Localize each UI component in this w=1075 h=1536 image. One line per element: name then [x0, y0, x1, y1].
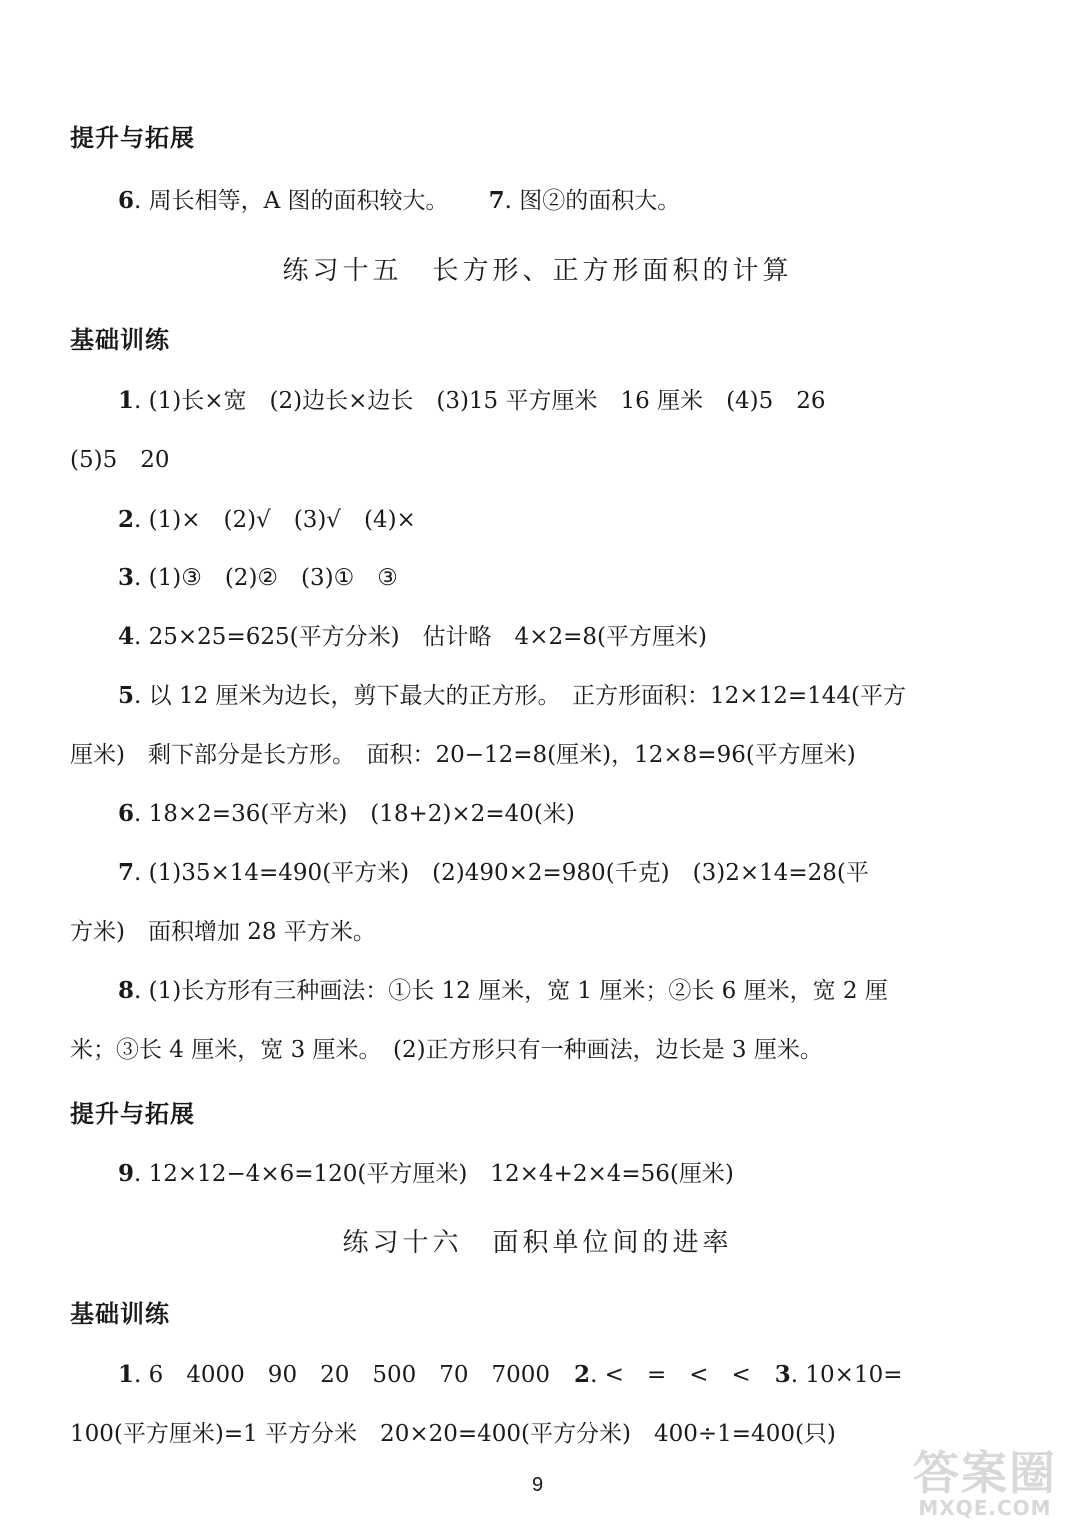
item-text: . 6 4000 90 20 500 70 7000 [134, 1362, 551, 1388]
watermark-url: MXQE.COM [918, 1496, 1052, 1520]
item-number: 3 [118, 564, 135, 591]
item-number: 2 [118, 506, 135, 533]
section-heading-basic-2: 基础训练 [70, 1300, 170, 1328]
page-number: 9 [531, 1474, 544, 1496]
item-number: 2 [574, 1361, 591, 1388]
answer-line-7-cont: 方米) 面积增加 28 平方米。 [70, 919, 376, 945]
answer-line-8 [118, 972, 888, 1005]
item-text: . 12×12−4×6=120(平方厘米) 12×4+2×4=56(厘米) [134, 1161, 734, 1187]
section-heading-advanced-2: 提升与拓展 [70, 1100, 195, 1128]
answer-line-2 [118, 501, 416, 534]
item-text: . 25×25=625(平方分米) 估计略 4×2=8(平方厘米) [134, 624, 707, 650]
item-text: . (1)③ (2)② (3)① ③ [134, 565, 398, 591]
item-text: . (1)长×宽 (2)边长×边长 (3)15 平方厘米 16 厘米 (4)5 26 [134, 388, 826, 414]
item-text: . 10×10= [790, 1362, 903, 1388]
item-number: 6 [118, 800, 135, 827]
item-number: 8 [118, 977, 135, 1004]
item-text: . < = < < [590, 1362, 751, 1388]
watermark-logo: 答案圈 [913, 1446, 1057, 1500]
answer-line-1 [118, 382, 826, 415]
answer-line-5-cont: 厘米) 剩下部分是长方形。 面积：20−12=8(厘米)，12×8=96(平方厘米) [70, 742, 856, 768]
item-text: . (1)× (2)√ (3)√ (4)× [134, 507, 416, 533]
answer-line-7 [118, 854, 869, 887]
watermark [913, 1446, 1057, 1520]
answer-line-5 [118, 677, 906, 710]
item-number: 6 [118, 187, 135, 214]
item-number: 5 [118, 682, 135, 709]
answer-line-3 [118, 559, 398, 592]
answer-line-8-cont: 米；③长 4 厘米，宽 3 厘米。 (2)正方形只有一种画法，边长是 3 厘米。 [70, 1037, 823, 1063]
answer-line-r1 [118, 1356, 903, 1389]
item-text: . 以 12 厘米为边长，剪下最大的正方形。 正方形面积：12×12=144(平方 [134, 683, 906, 709]
answer-line-6-7 [118, 182, 680, 215]
item-number: 1 [118, 387, 135, 414]
item-number: 7 [118, 859, 135, 886]
item-number: 7 [488, 187, 505, 214]
item-number: 1 [118, 1361, 135, 1388]
answer-line-1-cont: (5)5 20 [70, 447, 170, 473]
answer-line-6 [118, 795, 575, 828]
answer-line-4 [118, 618, 707, 651]
item-text: . 图②的面积大。 [504, 188, 681, 214]
item-number: 9 [118, 1160, 135, 1187]
answer-line-9 [118, 1155, 734, 1188]
section-heading-advanced: 提升与拓展 [70, 124, 195, 152]
answer-line-r3-cont: 100(平方厘米)=1 平方分米 20×20=400(平方分米) 400÷1=400(只) [70, 1421, 836, 1447]
item-number: 3 [774, 1361, 791, 1388]
item-text: . (1)长方形有三种画法：①长 12 厘米，宽 1 厘米；②长 6 厘米，宽 2 厘 [134, 978, 888, 1004]
exercise-title-15: 练习十五 长方形、正方形面积的计算 [282, 256, 793, 286]
section-heading-basic: 基础训练 [70, 326, 170, 354]
exercise-title-16: 练习十六 面积单位间的进率 [342, 1228, 733, 1258]
item-number: 4 [118, 623, 135, 650]
item-text: . 18×2=36(平方米) (18+2)×2=40(米) [134, 801, 575, 827]
item-text: . (1)35×14=490(平方米) (2)490×2=980(千克) (3)2×14=28(平 [134, 860, 869, 886]
item-text: . 周长相等，A 图的面积较大。 [134, 188, 449, 214]
